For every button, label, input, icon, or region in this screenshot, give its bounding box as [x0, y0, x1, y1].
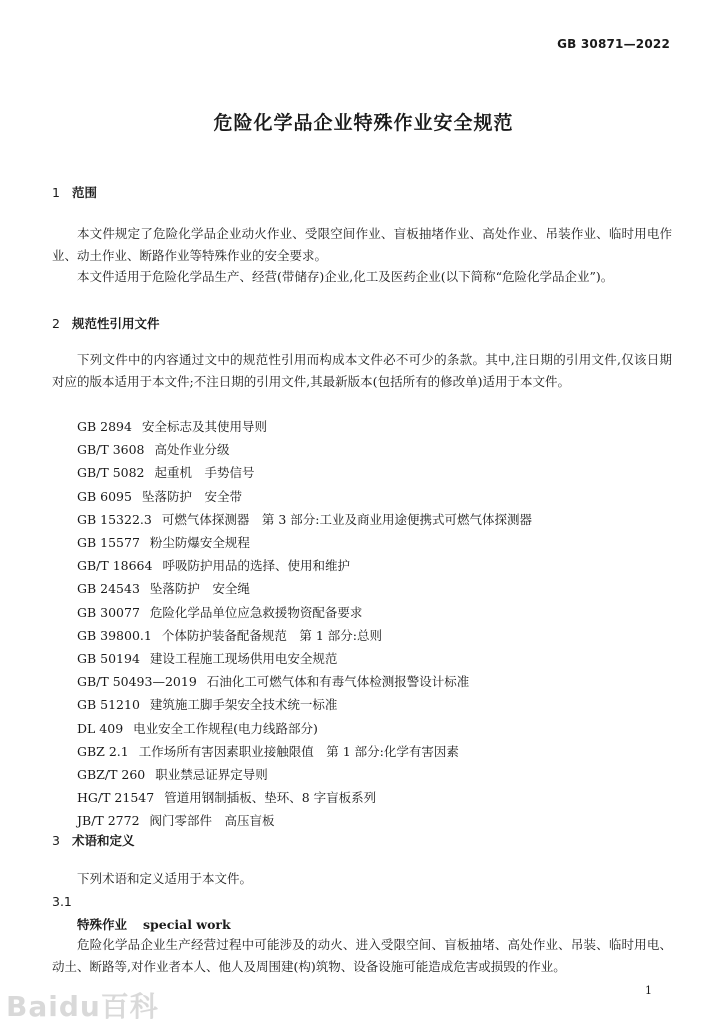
reference-code: DL 409 — [77, 720, 124, 736]
reference-item — [77, 577, 532, 600]
reference-code: GBZ 2.1 — [77, 743, 129, 759]
reference-item — [77, 693, 532, 716]
reference-item — [77, 786, 532, 809]
reference-code: GB/T 18664 — [77, 558, 153, 574]
reference-item — [77, 601, 532, 624]
normative-reference-list — [77, 415, 532, 833]
term-chinese: 特殊作业 — [77, 917, 128, 932]
reference-item — [77, 485, 532, 508]
section-3-heading — [52, 831, 135, 849]
section-title: 规范性引用文件 — [72, 316, 160, 331]
reference-title: 管道用钢制插板、垫环、8 字盲板系列 — [164, 790, 377, 806]
reference-code: GB 50194 — [77, 651, 140, 667]
section-title: 术语和定义 — [72, 833, 135, 848]
term-definition: 危险化学品企业生产经营过程中可能涉及的动火、进入受限空间、盲板抽堵、高处作业、吊装、临时用电、动土、断路等,对作业者本人、他人及周围建(构)筑物、设备设施可能造成危害或损毁的作业。 — [52, 937, 672, 974]
section-number: 3 — [52, 833, 60, 848]
reference-item — [77, 809, 532, 832]
reference-title: 呼吸防护用品的选择、使用和维护 — [162, 558, 350, 574]
reference-code: GB 15322.3 — [77, 511, 152, 527]
section-3-intro: 下列术语和定义适用于本文件。 — [77, 871, 253, 886]
section-1-paragraph-1: 本文件规定了危险化学品企业动火作业、受限空间作业、盲板抽堵作业、高处作业、吊装作业、临时用电作业、动土作业、断路作业等特殊作业的安全要求。 — [52, 226, 672, 263]
reference-title: 阀门零部件 高压盲板 — [149, 813, 275, 829]
reference-title: 高处作业分级 — [154, 442, 230, 458]
reference-item — [77, 763, 532, 786]
term-heading — [77, 915, 231, 933]
section-1-heading — [52, 183, 97, 201]
reference-code: GB 51210 — [77, 697, 140, 713]
reference-title: 可燃气体探测器 第 3 部分:工业及商业用途便携式可燃气体探测器 — [161, 511, 532, 527]
section-number: 1 — [52, 185, 60, 200]
reference-title: 粉尘防爆安全规程 — [149, 535, 250, 551]
reference-code: GB 24543 — [77, 581, 140, 597]
reference-title: 安全标志及其使用导则 — [141, 419, 267, 434]
reference-title: 职业禁忌证界定导则 — [155, 767, 268, 783]
reference-title: 坠落防护 安全绳 — [149, 581, 250, 597]
section-2-heading — [52, 314, 160, 332]
reference-title: 个体防护装备配备规范 第 1 部分:总则 — [161, 627, 382, 643]
reference-title: 起重机 手势信号 — [154, 465, 255, 481]
section-1-paragraph-2: 本文件适用于危险化学品生产、经营(带储存)企业,化工及医药企业(以下简称“危险化学品企业”)。 — [77, 269, 614, 284]
section-number: 2 — [52, 316, 60, 331]
reference-title: 坠落防护 安全带 — [141, 488, 242, 504]
reference-item — [77, 670, 532, 693]
reference-title: 工作场所有害因素职业接触限值 第 1 部分:化学有害因素 — [138, 743, 459, 759]
reference-title: 石油化工可燃气体和有毒气体检测报警设计标准 — [206, 674, 470, 690]
reference-item — [77, 461, 532, 484]
reference-code: GB 15577 — [77, 535, 140, 551]
reference-code: GB 30077 — [77, 604, 140, 620]
reference-code: GB 2894 — [77, 419, 132, 434]
reference-code: JB/T 2772 — [77, 813, 140, 829]
section-title: 范围 — [72, 185, 98, 200]
reference-code: GB/T 3608 — [77, 442, 145, 458]
reference-code: GB 39800.1 — [77, 627, 152, 643]
reference-item — [77, 740, 532, 763]
page-number: 1 — [645, 984, 652, 997]
section-2-intro: 下列文件中的内容通过文中的规范性引用而构成本文件必不可少的条款。其中,注日期的引用文件,仅该日期对应的版本适用于本文件;不注日期的引用文件,其最新版本(包括所有的修改单)适用于本文件。 — [52, 352, 672, 389]
subclause-number: 3.1 — [52, 894, 72, 909]
reference-item — [77, 717, 532, 740]
reference-item — [77, 647, 532, 670]
reference-code: GB 6095 — [77, 488, 132, 504]
watermark-logo: Baidu百科 — [6, 990, 159, 1023]
reference-item — [77, 438, 532, 461]
reference-title: 危险化学品单位应急救援物资配备要求 — [149, 604, 363, 620]
reference-item — [77, 531, 532, 554]
reference-item — [77, 508, 532, 531]
page-title: 危险化学品企业特殊作业安全规范 — [213, 112, 514, 134]
reference-code: GB/T 5082 — [77, 465, 145, 481]
reference-item — [77, 415, 532, 438]
reference-code: GBZ/T 260 — [77, 767, 146, 783]
reference-code: HG/T 21547 — [77, 790, 155, 806]
reference-item — [77, 624, 532, 647]
reference-title: 建筑施工脚手架安全技术统一标准 — [149, 697, 338, 713]
reference-item — [77, 554, 532, 577]
reference-code: GB/T 50493—2019 — [77, 674, 197, 690]
term-english: special work — [143, 917, 231, 932]
document-code: GB 30871—2022 — [557, 37, 670, 51]
reference-title: 电业安全工作规程(电力线路部分) — [133, 720, 318, 736]
reference-title: 建设工程施工现场供用电安全规范 — [149, 651, 338, 667]
